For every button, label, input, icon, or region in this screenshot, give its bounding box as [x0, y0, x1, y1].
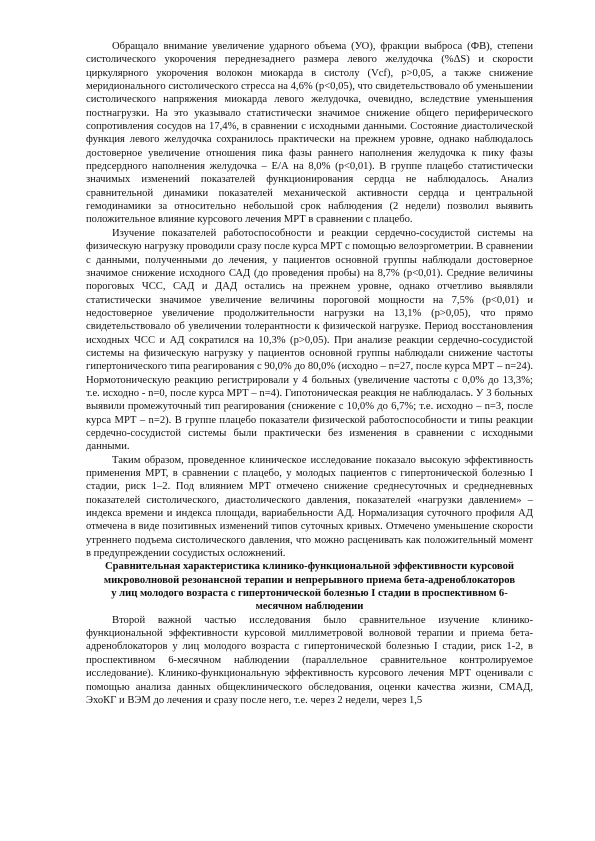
- paragraph-exercise-test: Изучение показателей работоспособности и реакции сердечно-сосудистой системы на физическую нагрузку проводили сразу после курса МРТ с помощью велоэргометрии. В сравнении с данными, полученными до лечения, у пациентов основной группы наблюдали достоверное значимое снижение исходного САД (до проведения пробы) на 8,7% (p<0,01). Средние величины пороговых ЧСС, САД и ДАД остались на прежнем уровне, однако отчетливо выявляли статистически значимое увеличение величины пороговой мощности на 7,5% (p<0,01) и недостоверное увеличение продолжительности нагрузки на 13,1% (p>0,05), что прямо свидетельствовало об увеличении толерантности к физической нагрузке. Период восстановления исходных ЧСС и АД сократился на 10,3% (p>0,05). При анализе реакции сердечно-сосудистой системы на физическую нагрузку у пациентов основной группы наблюдали снижение частоты гипертонического типа реагирования с 90,0% до 80,0% (исходно – n=27, после курса МРТ – n=24). Нормотоническую реакцию регистрировали у 4 больных (увеличение частоты с 0,0% до 13,3%; т.е. исходно - n=0, после курса МРТ – n=4). Гипотоническая реакция не наблюдалась. У 3 больных выявили промежуточный тип реагирования (снижение с 10,0% до 6,7%; т.е. исходно – n=3, после курса МРТ – n=2). В группе плацебо показатели физической работоспособности и типы реакции сердечно-сосудистой системы были практически без изменения в сравнении с исходными данными.: [86, 227, 533, 453]
- section-heading: Сравнительная характеристика клинико-функциональной эффективности курсовой микроволновой резонансной терапии и непрерывного приема бета-адреноблокаторов у лиц молодого возраста с гипертонической болезнью I стадии в проспективном 6-месячном наблюдении: [103, 561, 516, 613]
- paragraph-conclusion: Таким образом, проведенное клиническое исследование показало высокую эффективность применения МРТ, в сравнении с плацебо, у молодых пациентов с гипертонической болезнью I стадии, риск 1–2. Под влиянием МРТ отмечено снижение среднесуточных и среднедневных показателей систолического, диастолического давления, показателей «нагрузки давлением» – индекса времени и индекса площади, вариабельности АД. Нормализация суточного профиля АД отмечена в виде позитивных изменений типов суточных кривых. Отмечено уменьшение скорости утреннего подъема систолического давления, что можно расценивать как положительный момент в предупреждении сосудистых осложнений.: [86, 454, 533, 560]
- paragraph-second-part: Второй важной частью исследования было сравнительное изучение клинико-функциональной эффективности курсовой миллиметровой волновой терапии и приема бета-адреноблокаторов у лиц молодого возраста с гипертонической болезнью I стадии, риск 1-2, в проспективном 6-месячном наблюдении (параллельное сравнительное контролируемое исследование). Клинико-функциональную эффективность курсового лечения МРТ оценивали с помощью анализа данных общеклинического обследования, оценки качества жизни, СМАД, ЭхоКГ и ВЭМ до лечения и сразу после него, т.е. через 2 недели, через 1,5: [86, 614, 533, 706]
- paragraph-echocardiography: Обращало внимание увеличение ударного объема (УО), фракции выброса (ФВ), степени систолического укорочения переднезаднего размера левого желудочка (%ΔS) и скорости циркулярного укорочения волокон миокарда в систолу (Vcf), p>0,05, а также снижение меридионального систолического стресса на 4,6% (p<0,05), что свидетельствовало об уменьшении систолического напряжения миокарда левого желудочка, очевидно, вследствие уменьшения постнагрузки. На это указывало статистически значимое снижение общего периферического сопротивления сосудов на 17,4%, в сравнении с исходными данными. Состояние диастолической функция левого желудочка сохранилось практически на прежнем уровне, однако наблюдалось достоверное увеличение отношения пика фазы раннего наполнения желудочка к пику фазы предсердного наполнения желудочка – Е/А на 8,0% (p<0,01). В группе плацебо статистически значимых изменений показателей функционирования сердца не наблюдалось. Анализ сравнительной динамики показателей механической активности сердца и центральной гемодинамики за относительно небольшой срок наблюдения (2 недели) позволил выявить положительное влияние курсового лечения МРТ в сравнении с плацебо.: [86, 41, 533, 226]
- document-body: [86, 40, 533, 707]
